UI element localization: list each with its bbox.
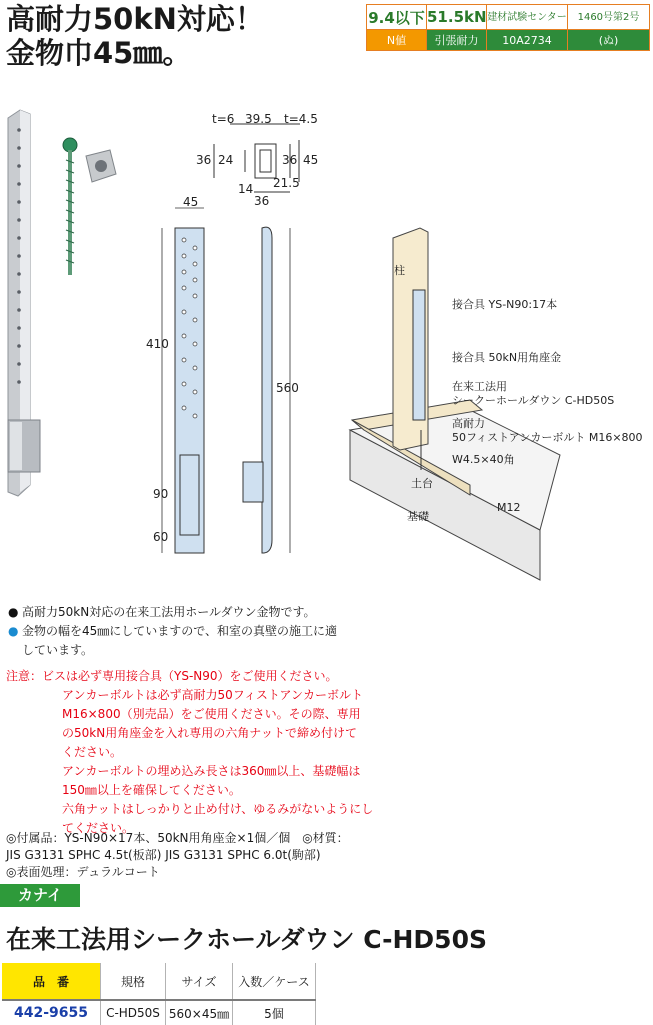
bullet-1: 高耐力50kN対応の在来工法用ホールダウン金物です。 xyxy=(22,605,316,619)
col-code: 品 番 xyxy=(2,963,101,1000)
washer-photo xyxy=(86,150,116,182)
label-screw: 接合具 YS-N90:17本 xyxy=(452,298,558,311)
table-row xyxy=(2,1000,316,1025)
dim-90: 90 xyxy=(153,487,169,501)
label-bolt-2: 50フィストアンカーボルト M16×800 xyxy=(452,431,643,444)
spec-table xyxy=(366,4,650,51)
caution-line-7: 150㎜以上を確保してください。 xyxy=(62,783,241,797)
label-sill: 土台 xyxy=(411,477,433,490)
col-spec: 規格 xyxy=(101,963,166,1000)
holdown-photo xyxy=(8,110,40,496)
spec-test-id: 10A2734 xyxy=(487,30,568,51)
caution-line-8: 六角ナットはしっかりと止め付け、ゆるみがないようにし xyxy=(62,802,374,816)
accessories-line-2: JIS G3131 SPHC 4.5t(板部) JIS G3131 SPHC 6.0t(駒部) xyxy=(6,848,321,862)
spec-tensile-value: 51.5kN xyxy=(427,5,487,30)
dim-45: 45 xyxy=(303,153,319,167)
caution-line-9: てください。 xyxy=(62,821,135,835)
caution-line-2: アンカーボルトは必ず高耐力50フィストアンカーボルト xyxy=(62,688,363,702)
dim-560: 560 xyxy=(276,381,299,395)
dim-14: 14 xyxy=(238,182,254,196)
spec-n-value: 9.4以下 xyxy=(367,5,427,30)
accessories-line-3: ◎表面処理：デュラルコート xyxy=(6,865,160,879)
cell-qty: 5個 xyxy=(233,1000,316,1025)
dim-w45: 45 xyxy=(183,195,199,209)
label-m12: M12 xyxy=(497,501,521,514)
dim-36c: 36 xyxy=(254,194,270,208)
bullet-2: 金物の幅を45㎜にしていますので、和室の真壁の施工に適 xyxy=(22,624,338,638)
label-bolt-1: 高耐力 xyxy=(452,417,485,430)
front-elevation xyxy=(162,208,204,553)
caution-line-4: の50kN用角座金を入れ専用の六角ナットで締め付けて xyxy=(62,726,357,740)
dim-21-5: 21.5 xyxy=(273,176,300,190)
headline-line-1: 高耐力50kN対応！ xyxy=(6,2,264,36)
caution-line-5: ください。 xyxy=(62,745,123,759)
dim-24: 24 xyxy=(218,153,234,167)
dim-t4-5: t=4.5 xyxy=(284,112,318,126)
spec-n-label: N値 xyxy=(367,30,427,51)
dim-410: 410 xyxy=(146,337,169,351)
label-w45x40: W4.5×40角 xyxy=(452,453,515,466)
headline-line-2: 金物巾45㎜。 xyxy=(6,36,192,70)
dim-t6: t=6 xyxy=(212,112,235,126)
screw-photo xyxy=(63,138,77,275)
spec-cert-mark: (ぬ) xyxy=(568,30,650,51)
spec-test-center: 建材試験センター xyxy=(487,5,568,30)
cell-spec: C-HD50S xyxy=(101,1000,166,1025)
label-holdown-1: 在来工法用 xyxy=(452,380,507,393)
label-column: 柱 xyxy=(394,264,405,277)
product-table xyxy=(2,963,316,1025)
col-size: サイズ xyxy=(166,963,233,1000)
bullet-2-cont: しています。 xyxy=(22,643,94,657)
cell-code: 442-9655 xyxy=(2,1000,101,1025)
caution-line-3: M16×800（別売品）をご使用ください。その際、専用 xyxy=(62,707,361,721)
caution-notes xyxy=(6,667,646,838)
accessories-line-1: ◎付属品：YS-N90×17本、50kN用角座金×1個／個 ◎材質： xyxy=(6,831,349,845)
label-foundation: 基礎 xyxy=(407,510,429,523)
caution-lead: 注意： xyxy=(6,669,43,683)
col-qty: 入数／ケース xyxy=(233,963,316,1000)
spec-cert-number: 1460号第2号 xyxy=(568,5,650,30)
maker-badge: カナイ xyxy=(0,884,80,907)
label-holdown-2: シークーホールダウン C-HD50S xyxy=(452,394,615,407)
caution-line-1: ビスは必ず専用接合具（YS-N90）をご使用ください。 xyxy=(42,669,338,683)
feature-bullets: ● 高耐力50kN対応の在来工法用ホールダウン金物です。 ● 金物の幅を45㎜にしていますので、和室の真壁の施工に適 しています。 xyxy=(8,603,648,660)
product-title: 在来工法用シークホールダウン C-HD50S xyxy=(6,925,487,954)
dim-36a: 36 xyxy=(196,153,212,167)
cell-size: 560×45㎜ xyxy=(166,1000,233,1025)
label-washer: 接合具 50kN用角座金 xyxy=(452,351,562,364)
dim-60: 60 xyxy=(153,530,169,544)
headline xyxy=(6,2,264,70)
caution-line-6: アンカーボルトの埋め込み長さは360㎜以上、基礎幅は xyxy=(62,764,361,778)
dim-36b: 36 xyxy=(282,153,298,167)
spec-tensile-label: 引張耐力 xyxy=(427,30,487,51)
dim-39-5: 39.5 xyxy=(245,112,272,126)
accessories xyxy=(6,830,646,881)
